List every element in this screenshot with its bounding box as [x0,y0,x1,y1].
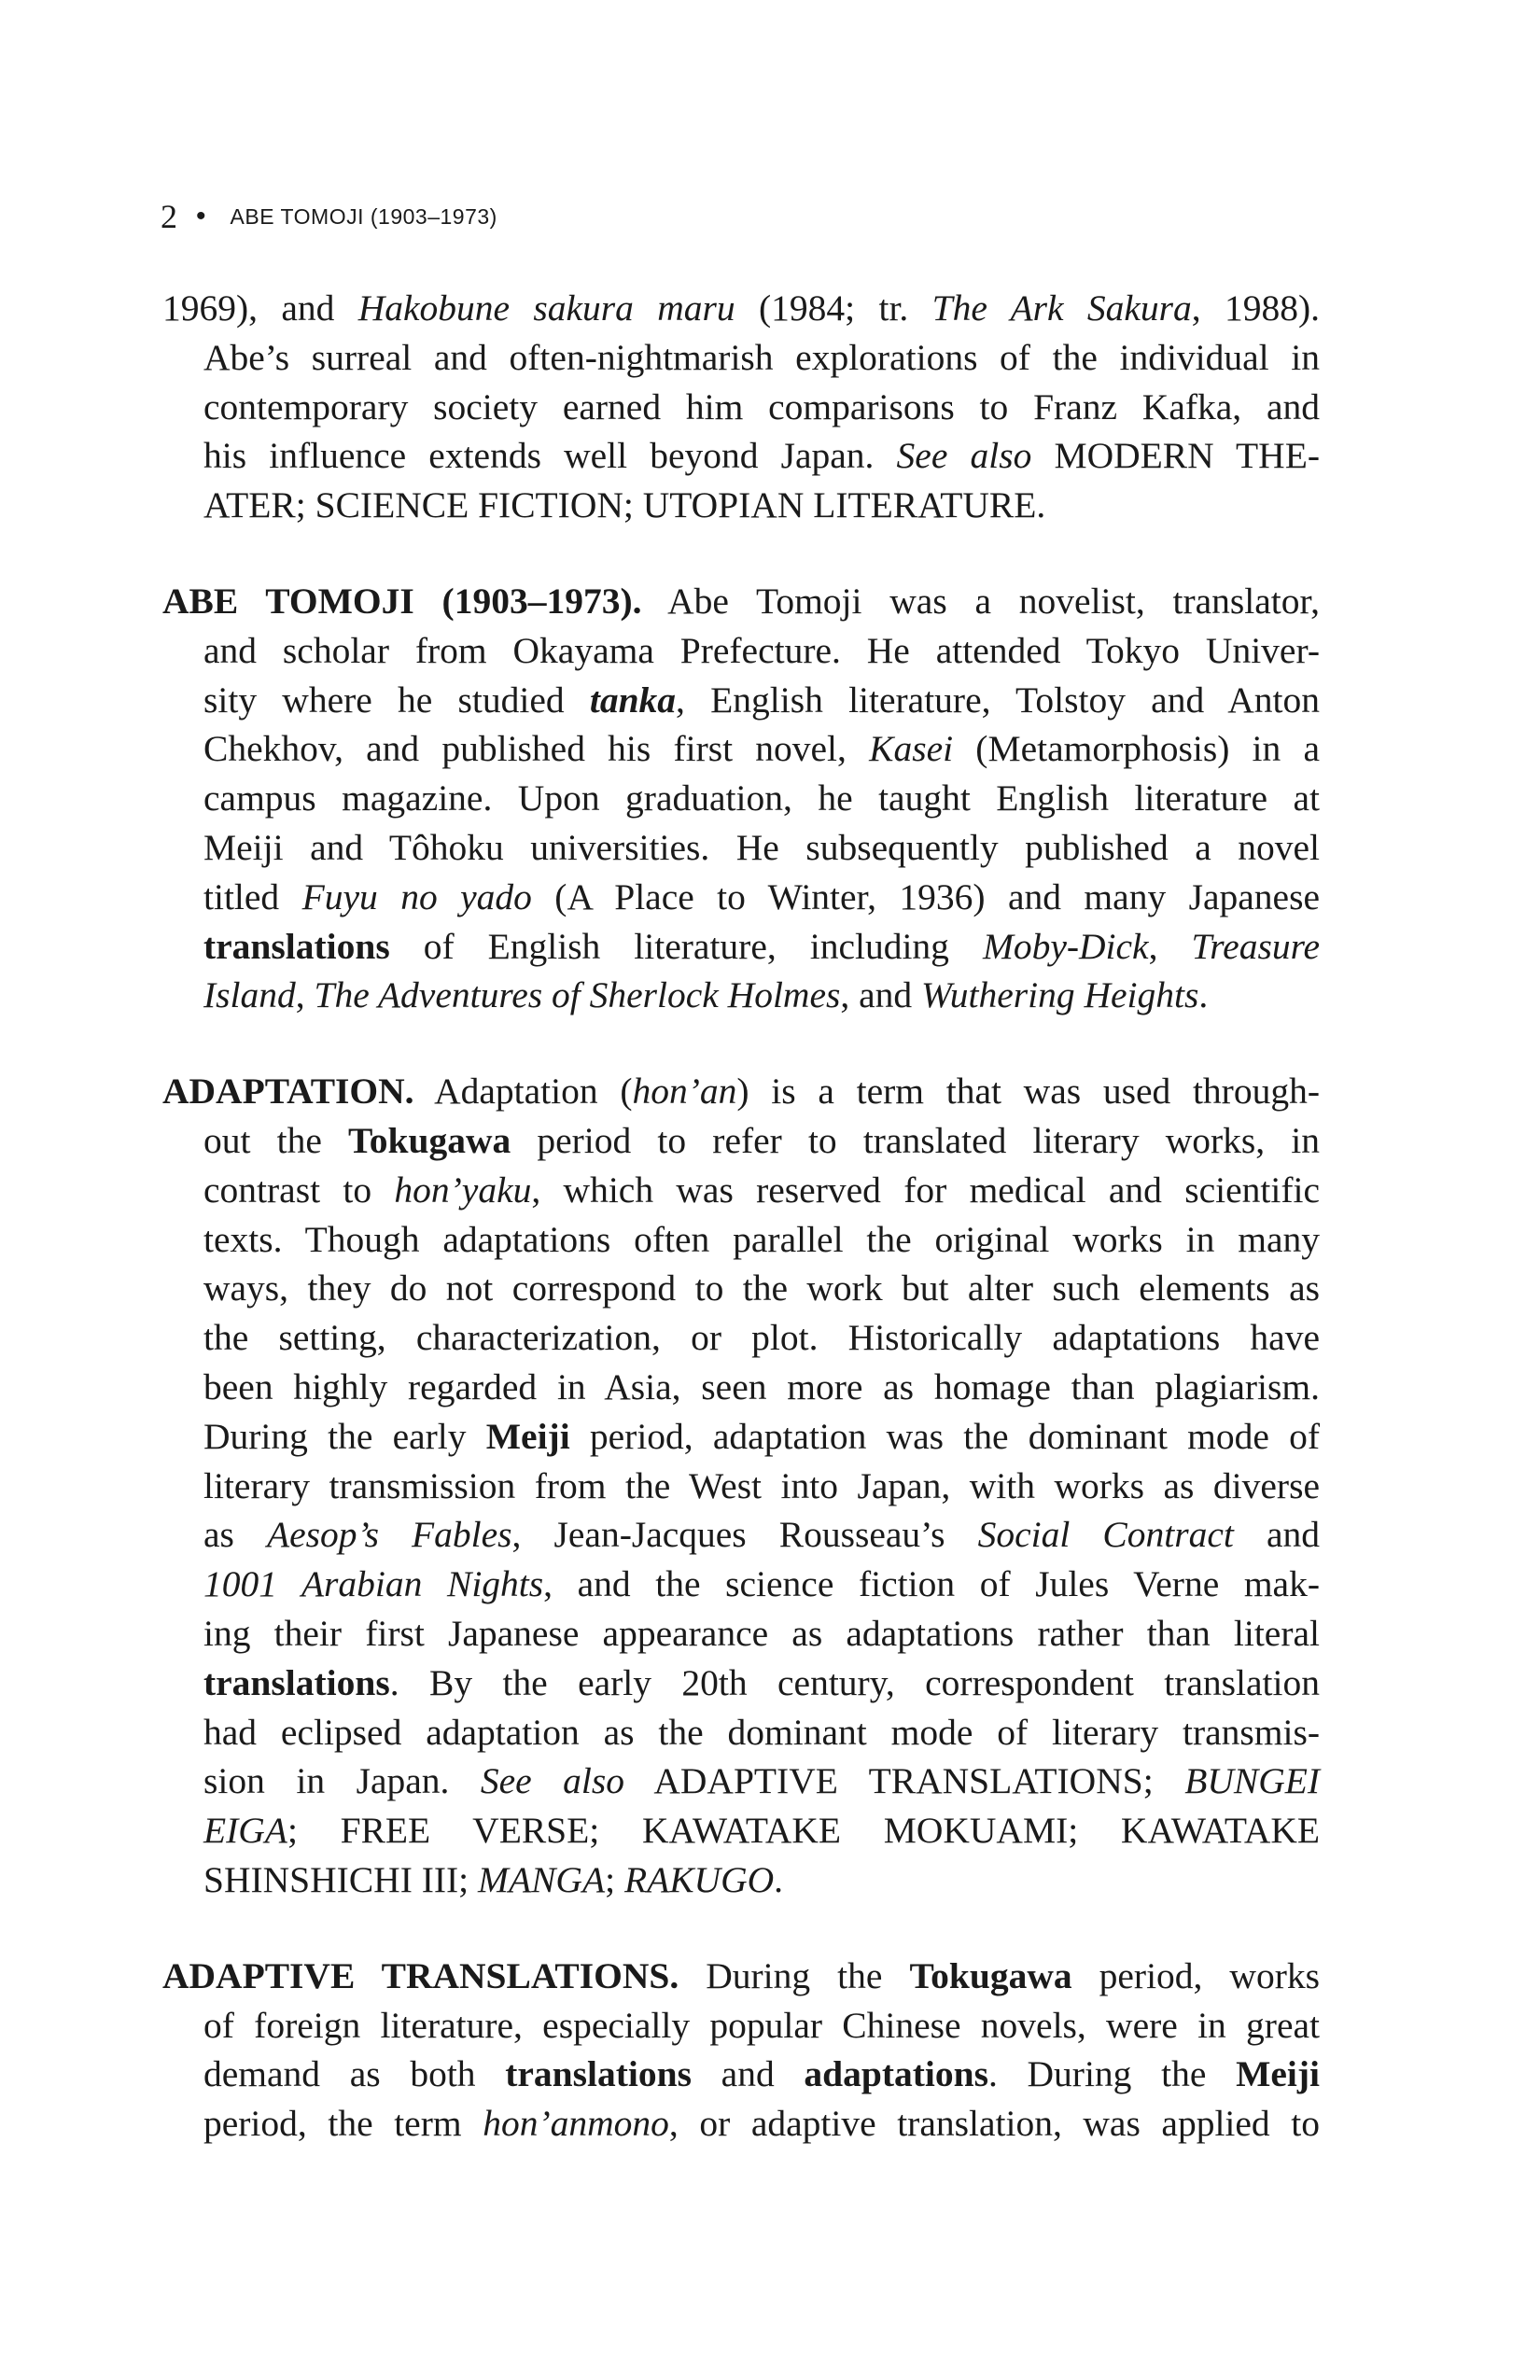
text-run: ATER; SCIENCE FICTION; UTOPIAN LITERATURE. [203,484,1046,526]
text-run: contrast to [203,1169,395,1211]
text-run: been highly regarded in Asia, seen more as homage than plagiarism. [203,1365,1320,1407]
text-run: and [1233,1514,1320,1556]
text-line [162,873,1320,922]
italic-title: BUNGEI [1184,1760,1320,1802]
text-line [162,1067,1320,1116]
text-run: . [774,1858,784,1900]
text-run: During the [679,1954,910,1996]
cross-reference-term: Tokugawa [909,1954,1072,1996]
text-run: (Metamorphosis) in a [953,728,1320,770]
text-run: (1984; tr. [735,287,932,329]
page-number: 2 [161,198,177,235]
text-run: period, adaptation was the dominant mode of [569,1415,1321,1457]
italic-title: Treasure [1191,925,1321,967]
text-line [162,1215,1320,1265]
text-line [162,1313,1320,1363]
text-line [162,1855,1320,1905]
text-run: During the early [203,1415,486,1457]
cross-reference-term: adaptations [804,2053,988,2095]
text-line [162,1659,1320,1708]
text-run: Adaptation ( [413,1071,633,1113]
cross-reference-term: translations [203,925,390,967]
text-run: had eclipsed adaptation as the dominant mode of literary transmis- [203,1711,1320,1753]
italic-title: The Adventures of Sherlock Holmes [314,974,841,1016]
italic-title: Moby-Dick [982,925,1149,967]
entry-adaptive-translations [162,1952,1320,2149]
text-run: ing their first Japanese appearance as adaptations rather than literal [203,1612,1320,1654]
text-line [162,1510,1320,1560]
italic-title: Kasei [869,728,954,770]
entry-headword: ADAPTATION. [162,1071,414,1113]
cross-reference-term: Tokugawa [348,1119,511,1161]
entry-headword: ABE TOMOJI (1903–1973). [162,580,642,622]
running-head [161,194,497,239]
entry-abe-kobo-continued [162,284,1320,530]
text-line [162,333,1320,383]
bullet-separator: • [196,201,206,231]
italic-title: Island [203,974,296,1016]
italic-title: hon’yaku [394,1169,532,1211]
text-line [162,971,1320,1020]
italic-title: EIGA [203,1810,287,1852]
text-line [162,1806,1320,1855]
text-line [162,626,1320,676]
text-line [162,823,1320,873]
italic-title: See also [896,435,1032,477]
text-line [162,284,1320,333]
text-line [162,1560,1320,1609]
entry-abe-tomoji [162,577,1320,1020]
text-run: texts. Though adaptations often parallel the original works in many [203,1218,1320,1260]
italic-title: The Ark Sakura [931,287,1192,329]
text-run: (A Place to Winter, 1936) and many Japanese [531,875,1320,917]
text-line [162,1412,1320,1462]
italic-title: RAKUGO [623,1858,775,1900]
entry-adaptation [162,1067,1320,1905]
text-run: , Jean-Jacques Rousseau’s [511,1514,978,1556]
text-run: Meiji and Tôhoku universities. He subsequently published a novel [203,826,1320,868]
italic-title: hon’an [632,1071,737,1113]
text-run: period, the term [203,2103,483,2145]
text-line [162,481,1320,530]
text-line [162,724,1320,774]
text-run: . During the [987,2053,1237,2095]
text-line [162,1166,1320,1215]
text-line [162,2001,1320,2051]
text-run: demand as both [203,2053,506,2095]
page-body [162,284,1320,2149]
text-run: contemporary society earned him comparisons to Franz Kafka, and [203,385,1320,427]
text-run: and [691,2053,805,2095]
text-run: Abe Tomoji was a novelist, translator, [641,580,1320,622]
text-run: of foreign literature, especially popular Chinese novels, were in great [203,2004,1320,2046]
text-line [162,1609,1320,1659]
text-line [162,1757,1320,1806]
italic-title: hon’anmono [483,2103,669,2145]
cross-reference-term: translations [203,1661,390,1703]
text-run: , and [840,974,922,1016]
text-run: ways, they do not correspond to the work but alter such elements as [203,1267,1320,1309]
text-run: , or adaptive translation, was applied to [668,2103,1320,2145]
text-run: and scholar from Okayama Prefecture. He attended Tokyo Univer- [203,629,1320,671]
text-run: . [1198,974,1209,1016]
text-line [162,1116,1320,1166]
italic-title: Hakobune sakura maru [357,287,735,329]
text-run: titled [203,875,302,917]
text-run: literary transmission from the West into Japan, with works as diverse [203,1464,1320,1506]
text-line [162,1264,1320,1313]
text-run: period to refer to translated literary works, in [511,1119,1321,1161]
italic-title: MANGA [478,1858,606,1900]
text-line [162,1462,1320,1511]
cross-reference-term: tanka [589,679,677,721]
text-line [162,577,1320,626]
text-run: , and the science fiction of Jules Verne mak- [543,1563,1320,1605]
text-run: . By the early 20th century, correspondent translation [389,1661,1320,1703]
text-line [162,1708,1320,1757]
text-run: 1969), and [162,287,358,329]
text-line [162,676,1320,725]
text-line [162,2099,1320,2149]
text-run: ADAPTIVE TRANSLATIONS; [624,1760,1185,1802]
text-line [162,431,1320,481]
cross-reference-term: Meiji [1236,2053,1320,2095]
text-run: ) is a term that was used through- [736,1071,1320,1113]
text-run: sion in Japan. [203,1760,481,1802]
text-run: out the [203,1119,349,1161]
text-run: the setting, characterization, or plot. Historically adaptations have [203,1317,1320,1359]
text-run: his influence extends well beyond Japan. [203,435,897,477]
cross-reference-term: Meiji [485,1415,570,1457]
running-head-title: ABE TOMOJI (1903–1973) [230,203,497,229]
text-line [162,2050,1320,2099]
text-line [162,1363,1320,1412]
text-run: , [295,974,315,1016]
text-run: Chekhov, and published his first novel, [203,728,870,770]
text-run: ; [605,1858,624,1900]
text-run: of English literature, including [389,925,983,967]
text-line [162,774,1320,823]
text-line [162,383,1320,432]
text-run: MODERN THE- [1031,435,1320,477]
text-run: campus magazine. Upon graduation, he taught English literature at [203,777,1320,819]
italic-title: 1001 Arabian Nights [203,1563,544,1605]
text-run: sity where he studied [203,679,590,721]
italic-title: Social Contract [977,1514,1234,1556]
text-run: , which was reserved for medical and scientific [531,1169,1320,1211]
italic-title: See also [480,1760,625,1802]
text-run: , English literature, Tolstoy and Anton [676,679,1320,721]
text-run: SHINSHICHI III; [203,1858,479,1900]
text-line [162,922,1320,972]
entry-headword: ADAPTIVE TRANSLATIONS. [162,1954,679,1996]
text-run: , 1988). [1191,287,1321,329]
text-run: , [1148,925,1192,967]
italic-title: Wuthering Heights [921,974,1199,1016]
italic-title: Aesop’s Fables [266,1514,512,1556]
italic-title: Fuyu no yado [301,875,532,917]
cross-reference-term: translations [505,2053,692,2095]
text-run: ; FREE VERSE; KAWATAKE MOKUAMI; KAWATAKE [287,1810,1320,1852]
text-run: as [203,1514,267,1556]
text-line [162,1952,1320,2001]
text-run: period, works [1071,1954,1320,1996]
text-run: Abe’s surreal and often-nightmarish explorations of the individual in [203,336,1320,378]
